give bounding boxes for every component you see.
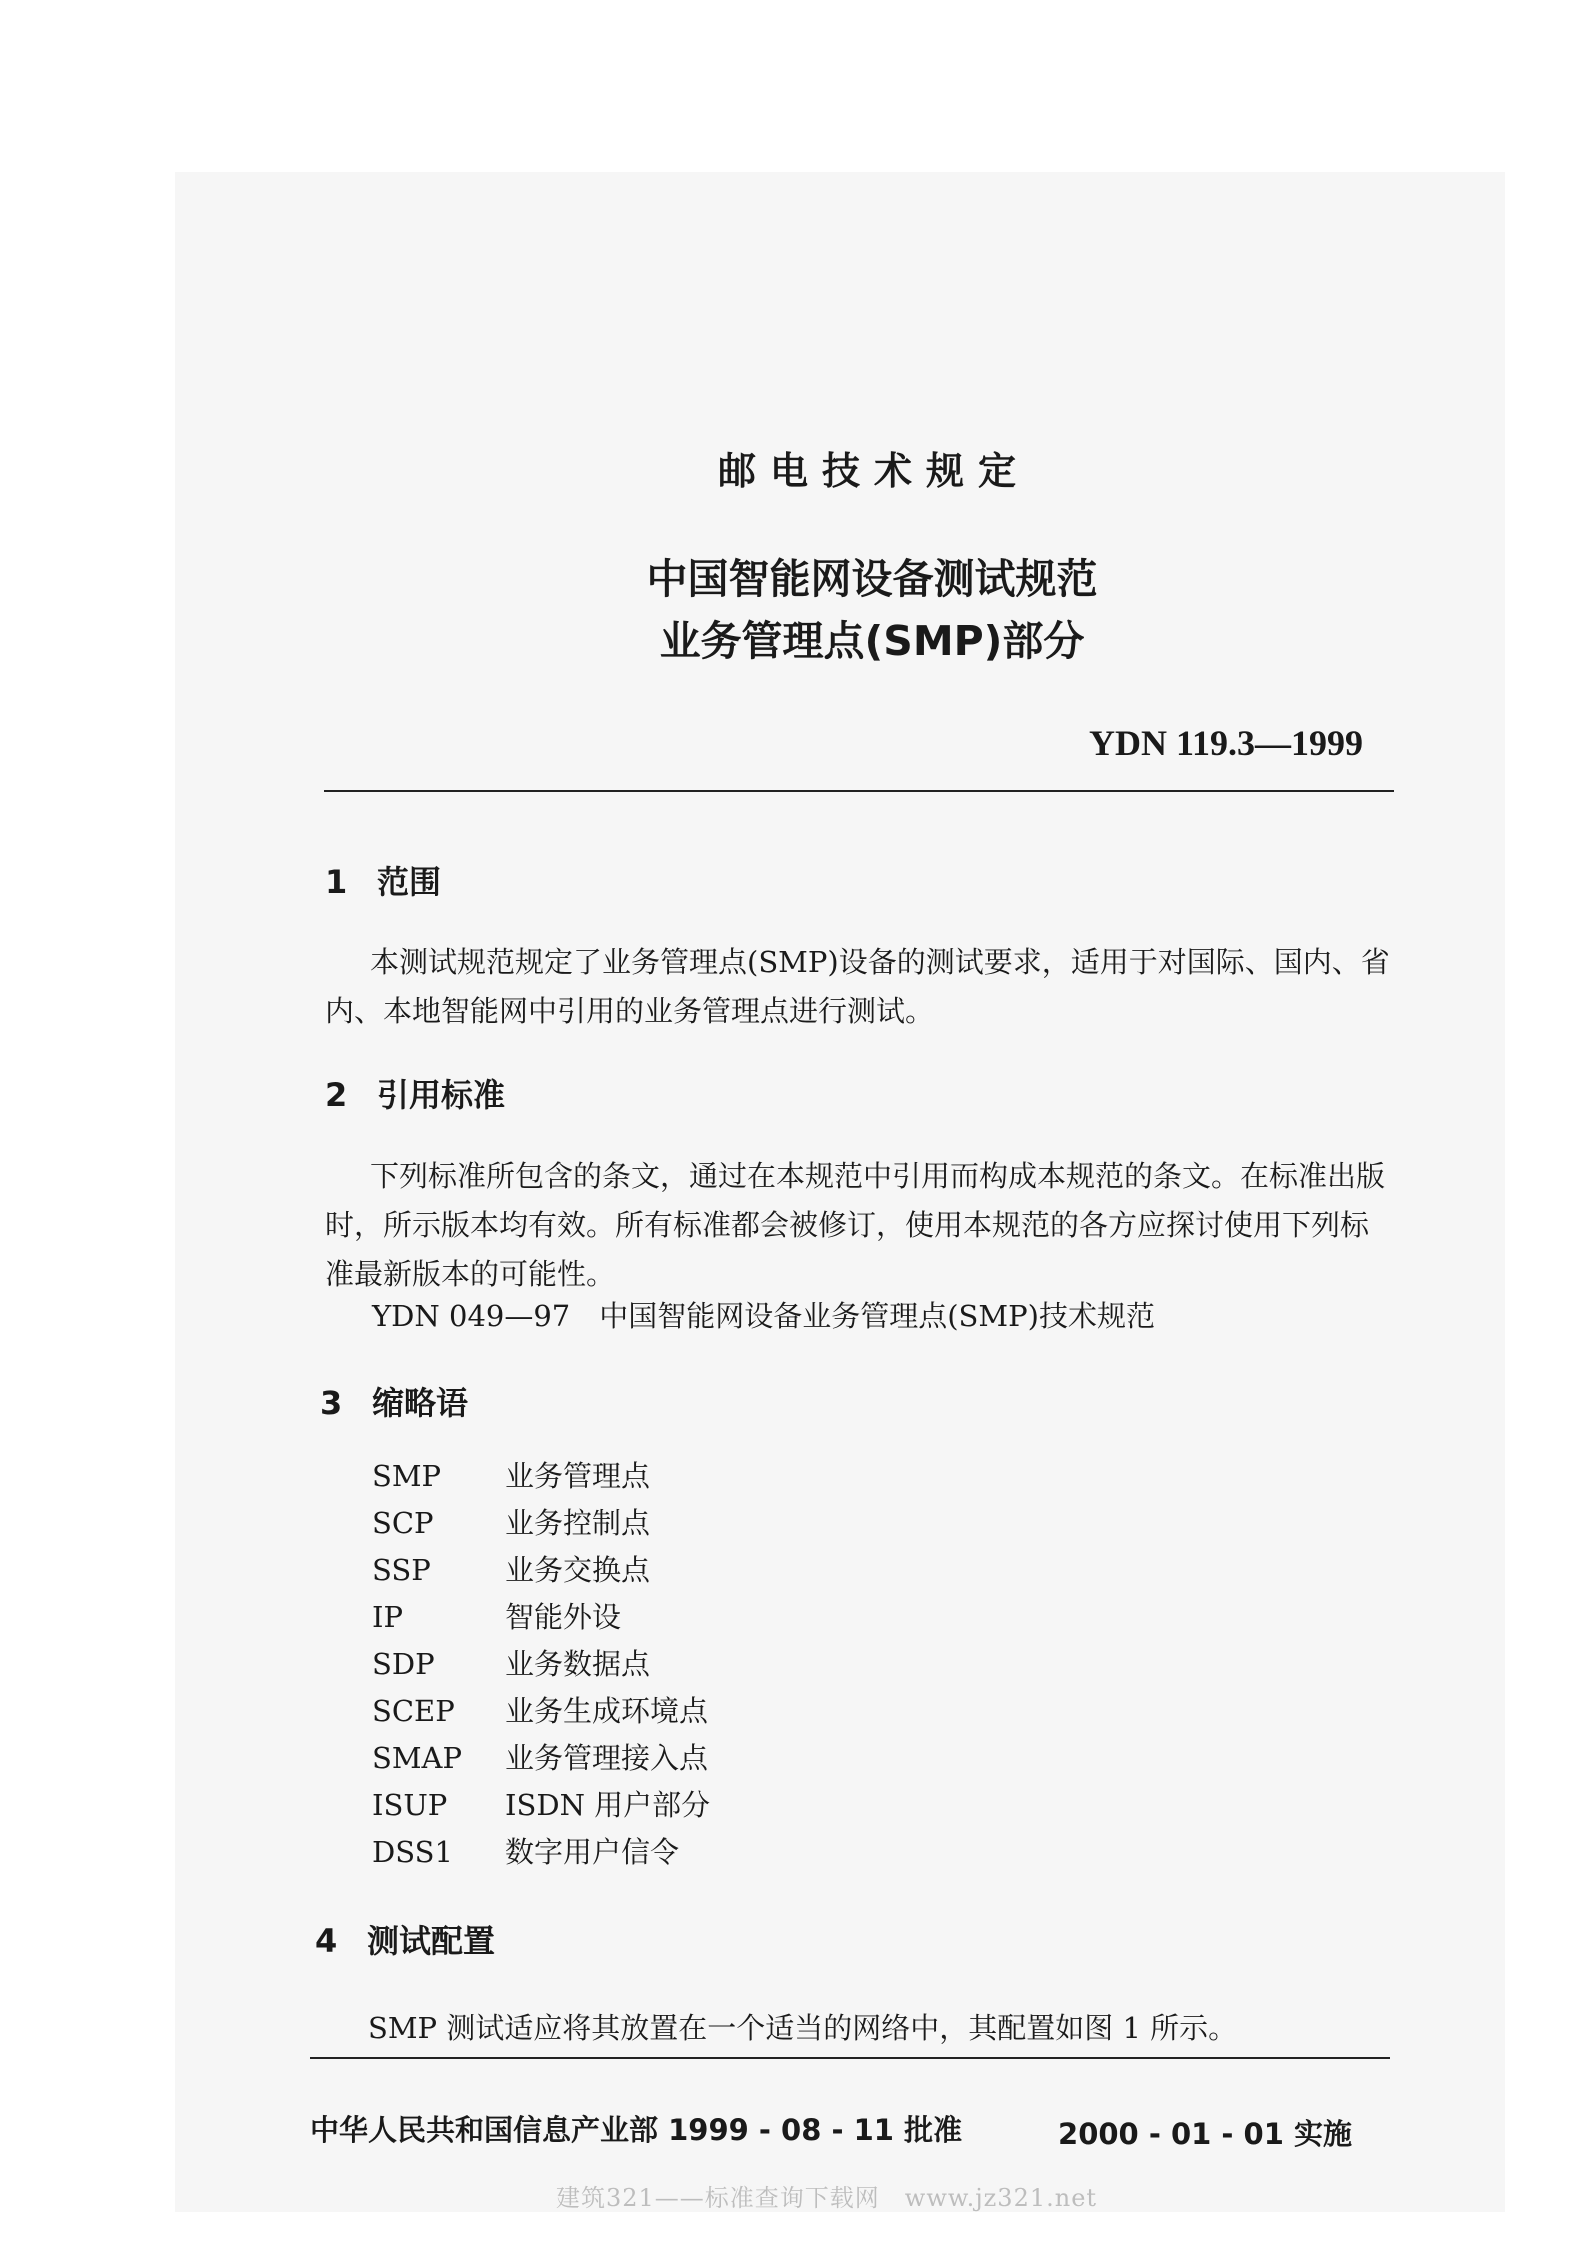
abbreviation-code: SMP [372,1459,442,1493]
abbreviation-meaning: 业务交换点 [505,1553,651,1587]
abbreviation-meaning: 业务控制点 [505,1506,651,1540]
section-title: 测试配置 [367,1922,496,1960]
section-body-references [325,1152,1395,1299]
abbreviation-code: IP [372,1600,403,1634]
abbreviation-code: SDP [372,1647,435,1681]
document-title-line1: 中国智能网设备测试规范 [646,555,1098,603]
section-heading-references [325,1070,505,1116]
abbreviation-row [372,1548,650,1589]
footer-divider [310,2057,1390,2059]
reference-item: YDN 049—97 中国智能网设备业务管理点(SMP)技术规范 [372,1299,1155,1333]
abbreviation-meaning: 智能外设 [505,1600,622,1634]
abbreviation-row [372,1783,710,1824]
abbreviation-meaning: 数字用户信令 [505,1835,680,1869]
section-title: 引用标准 [377,1076,506,1114]
watermark: 建筑321——标准查询下载网 www.jz321.net [556,2184,1098,2212]
abbreviation-code: ISUP [372,1788,448,1822]
paragraph-text: 本测试规范规定了业务管理点(SMP)设备的测试要求，适用于对国际、国内、省内、本地智能网中引用的业务管理点进行测试。 [325,945,1390,1028]
paragraph-text: 下列标准所包含的条文，通过在本规范中引用而构成本规范的条文。在标准出版时，所示版本均有效。所有标准都会被修订，使用本规范的各方应探讨使用下列标准最新版本的可能性。 [325,1159,1386,1291]
abbreviation-code: SMAP [372,1741,463,1775]
abbreviation-meaning: ISDN 用户部分 [505,1788,711,1822]
footer-approval: 中华人民共和国信息产业部 1999 - 08 - 11 批准 [310,2113,963,2147]
standard-code: YDN 119.3—1999 [1088,723,1363,763]
section-number: 4 [315,1922,338,1960]
section-body-scope [325,938,1395,1036]
header-divider [324,790,1394,792]
section-title: 缩略语 [372,1384,469,1422]
abbreviation-row [372,1689,708,1730]
abbreviation-code: DSS1 [372,1835,453,1869]
section-number: 2 [325,1076,348,1114]
footer-effective: 2000 - 01 - 01 实施 [1058,2117,1352,2151]
abbreviation-meaning: 业务数据点 [505,1647,651,1681]
abbreviation-code: SCEP [372,1694,455,1728]
document-header-org: 邮电技术规定 [718,449,1031,493]
abbreviation-row [372,1454,650,1495]
abbreviation-row [372,1595,621,1636]
abbreviation-row [372,1642,650,1683]
abbreviation-row [372,1736,708,1777]
section-number: 1 [325,863,348,901]
abbreviation-meaning: 业务管理接入点 [505,1741,709,1775]
section-body-test-config: SMP 测试适应将其放置在一个适当的网络中，其配置如图 1 所示。 [368,2011,1238,2045]
document-title-line2: 业务管理点(SMP)部分 [659,617,1085,665]
abbreviation-code: SSP [372,1553,431,1587]
section-title: 范围 [377,863,442,901]
section-heading-scope [325,857,441,903]
abbreviation-row [372,1830,679,1871]
abbreviation-meaning: 业务管理点 [505,1459,651,1493]
section-heading-abbreviations [320,1378,468,1424]
abbreviation-row [372,1501,650,1542]
abbreviation-meaning: 业务生成环境点 [505,1694,709,1728]
section-heading-test-config [315,1916,495,1962]
section-number: 3 [320,1384,343,1422]
abbreviation-code: SCP [372,1506,434,1540]
